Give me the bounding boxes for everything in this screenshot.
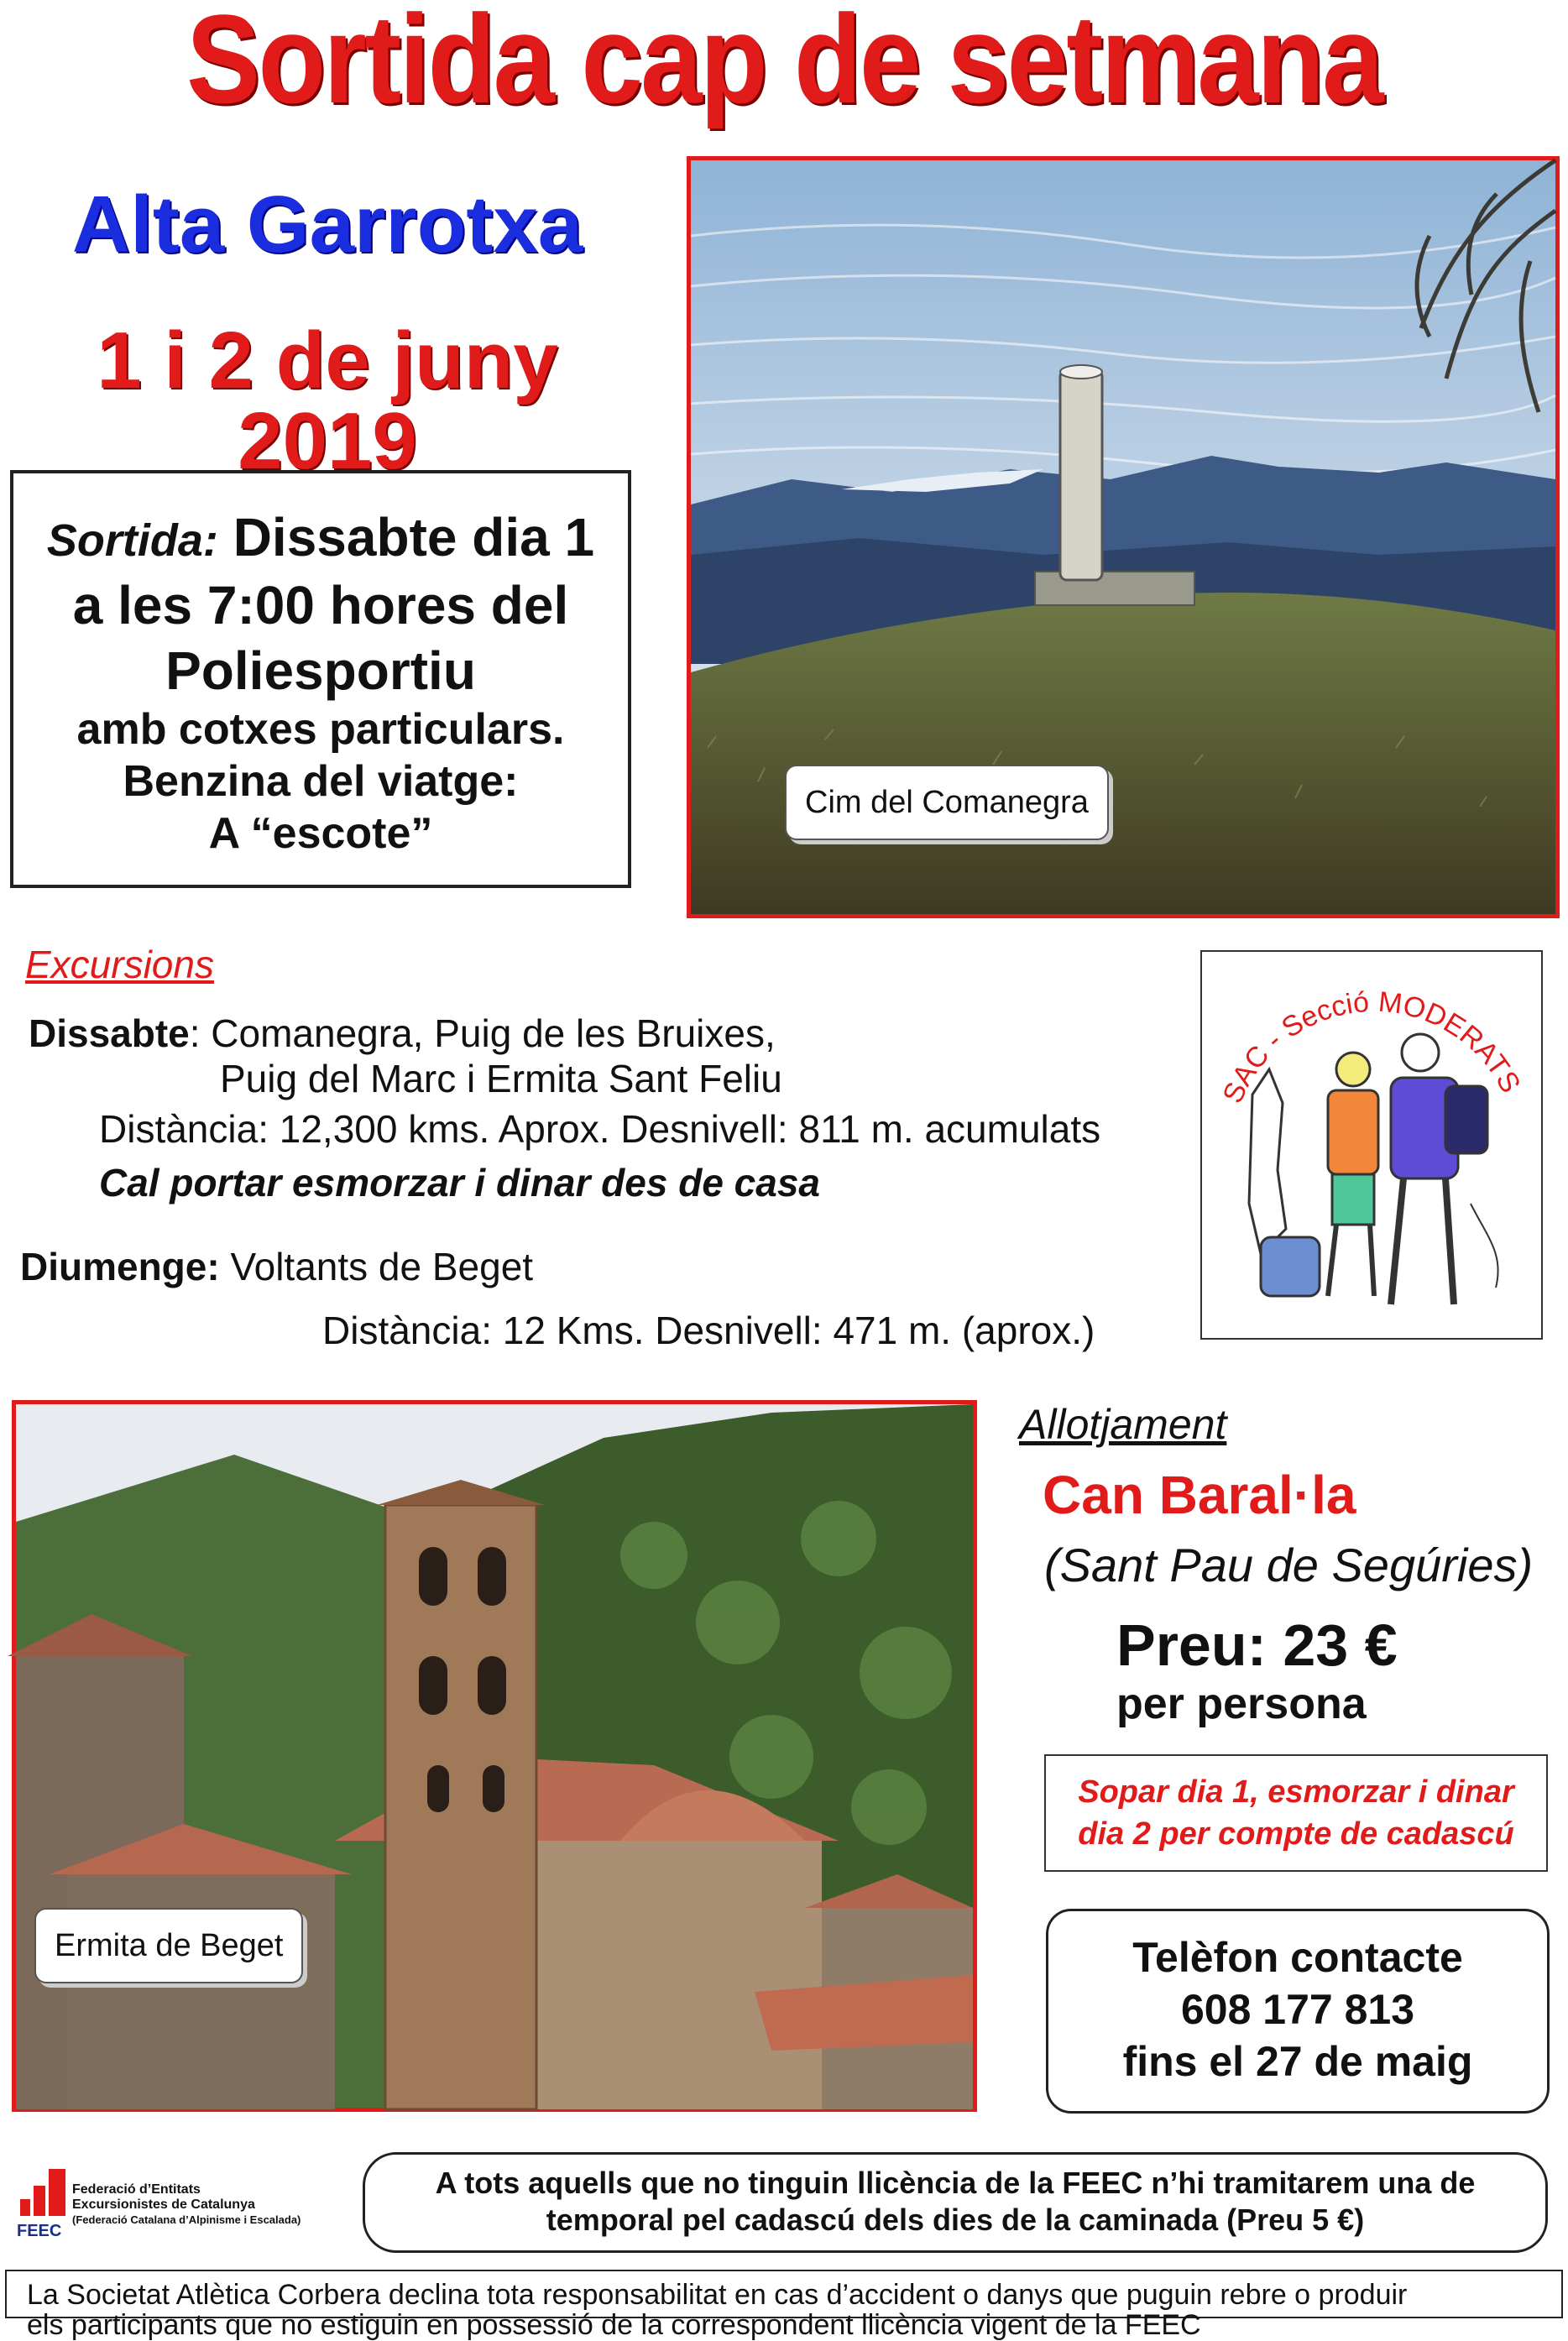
departure-place: Poliesportiu	[165, 640, 476, 701]
feec-flag-icon	[15, 2166, 69, 2241]
poster-subtitle: Alta Garrotxa	[71, 180, 583, 269]
departure-line-1	[13, 505, 628, 572]
license-note-line-2: temporal pel cadascú dels dies de la caminada (Preu 5 €)	[546, 2203, 1365, 2237]
sunday-label: Diumenge:	[20, 1245, 220, 1288]
departure-time: a les 7:00 hores del	[72, 575, 569, 635]
saturday-route-1: : Comanegra, Puig de les Bruixes,	[189, 1011, 776, 1055]
meals-note-line-1: Sopar dia 1, esmorzar i dinar	[1078, 1774, 1514, 1810]
feec-name-line-3: (Federació Catalana d’Alpinisme i Escalada)	[72, 2213, 301, 2226]
chapel-photo	[12, 1400, 977, 2112]
sunday-route: Voltants de Beget	[219, 1245, 534, 1288]
sunday-stats: Distància: 12 Kms. Desnivell: 471 m. (aprox.)	[322, 1309, 1095, 1352]
feec-mark: FEEC	[17, 2222, 62, 2240]
meals-note-line-2: dia 2 per compte de cadascú	[1078, 1816, 1514, 1852]
license-note-box	[363, 2152, 1548, 2253]
lodging-name: Can Baral·la	[1043, 1465, 1356, 1525]
contact-box	[1046, 1909, 1550, 2114]
departure-label: Sortida:	[46, 515, 218, 566]
disclaimer-line-1: La Societat Atlètica Corbera declina tota responsabilitat en cas d’accident o danys que puguin rebre o produir	[27, 2279, 1408, 2311]
lodging-place: (Sant Pau de Segúries)	[1044, 1539, 1534, 1591]
price-unit: per persona	[1116, 1680, 1367, 1728]
contact-label: Telèfon contacte	[1132, 1934, 1463, 1981]
poster-title: Sortida cap de setmana	[186, 0, 1382, 129]
feec-name-line-1: Federació d’Entitats	[72, 2182, 201, 2197]
feec-logo	[15, 2166, 69, 2241]
club-logo	[1200, 950, 1543, 1340]
saturday-stats: Distància: 12,300 kms. Aprox. Desnivell: 811 m. acumulats	[99, 1107, 1101, 1151]
feec-name	[72, 2182, 301, 2228]
saturday-label: Dissabte	[29, 1011, 190, 1055]
departure-transport: amb cotxes particulars.	[76, 705, 565, 754]
excursions-heading: Excursions	[25, 943, 214, 986]
summit-photo-caption: Cim del Comanegra	[785, 765, 1109, 840]
lodging-heading: Allotjament	[1019, 1401, 1227, 1448]
license-note-line-1: A tots aquells que no tinguin llicència de la FEEC n’hi tramitarem una de	[435, 2166, 1476, 2200]
disclaimer-box	[5, 2270, 1563, 2341]
chapel-village-illustration	[16, 1404, 973, 2108]
saturday-route-2: Puig del Marc i Ermita Sant Feliu	[220, 1057, 782, 1100]
sunday-line	[20, 1244, 533, 1289]
hikers-logo-illustration	[1202, 952, 1541, 1338]
contact-phone[interactable]: 608 177 813	[1180, 1986, 1415, 2033]
club-logo-text: SAC - Secció MODERATS	[1216, 985, 1527, 1108]
disclaimer-line-2: els participants que no estiguin en possessió de la correspondent llicència vigent de la FEEC	[27, 2309, 1201, 2341]
feec-name-line-2: Excursionistes de Catalunya	[72, 2197, 255, 2212]
meals-note-box	[1044, 1754, 1548, 1872]
saturday-line-1	[29, 1011, 776, 1056]
departure-fuel: Benzina del viatge:	[123, 757, 519, 806]
departure-fuel-split: A “escote”	[208, 809, 433, 858]
event-date: 1 i 2 de juny 2019	[97, 316, 558, 486]
summit-photo	[687, 156, 1560, 918]
contact-deadline: fins el 27 de maig	[1122, 2038, 1473, 2085]
departure-box	[10, 470, 631, 888]
price: Preu: 23 €	[1116, 1612, 1398, 1678]
saturday-note: Cal portar esmorzar i dinar des de casa	[99, 1161, 821, 1204]
chapel-photo-caption: Ermita de Beget	[34, 1908, 303, 1983]
departure-day: Dissabte dia 1	[233, 507, 595, 567]
